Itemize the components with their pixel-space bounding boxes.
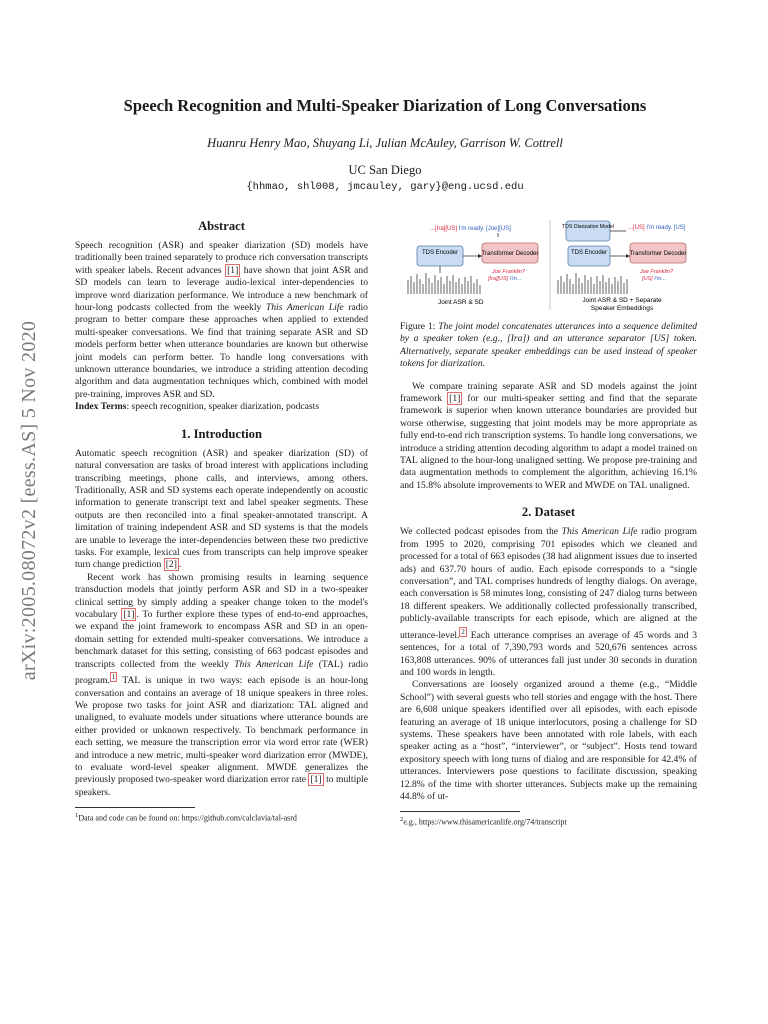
intro-p2-text-a: Recent work has shown promising results in learning sequence transduction models that jointly perform ASR and SD in a two-speaker clinical setting by simply adding a speaker change token to the model's vocabulary xyxy=(75,571,368,620)
intro-continued-paragraph xyxy=(400,381,697,493)
index-terms-label: Index Terms xyxy=(75,401,127,413)
right-column xyxy=(400,218,697,828)
index-terms xyxy=(75,401,368,413)
figure-caption-label: Figure 1: xyxy=(400,321,439,332)
dataset-paragraph-2: Conversations are loosely organized around a theme (e.g., “Middle School”) with several guests who tell stories and engage with the host. There are 6,608 unique speakers identified over all episodes, with each episode featuring an average of 18 unique interlocutors, posing a challenge for SD systems. These speakers have been annotated with role labels, with each speaker acting as a “host”, “interviewer”, or “subject”. Hosts tend toward expository speech with long turns of dialog and are responsible for 42.4% of utterances. Interviewers pose questions to facilitate discussion, speaking 12.8% of the time with shorter utterances. Subjects make up the remaining 44.8% of ut- xyxy=(400,679,697,802)
index-terms-text: : speech recognition, speaker diarization, podcasts xyxy=(126,401,320,413)
citation-link[interactable]: [1] xyxy=(449,393,461,405)
paper-authors: Huanru Henry Mao, Shuyang Li, Julian McAuley, Garrison W. Cottrell xyxy=(207,136,563,150)
tds-encoder-label-right: TDS Encoder xyxy=(570,250,608,256)
abstract-heading: Abstract xyxy=(198,219,245,233)
intro-p2-text-d: TAL is unique in two ways: each episode is an hour-long conversation and contains an average of 18 unique speakers in three roles. We propose two tasks for joint ASR and diarization: TAL aligned and unaligned, to evaluate models under situations where utterance bounds are either provided or unknown respectively. To benchmark performance in each setting, we measure the transcription error via word error rate (WER) and introduce a new metric, multi-speaker word diarization error (MWDE), to evaluate word-level speaker alignment. MWDE generalizes the previously proposed two-speaker word diarization error rate xyxy=(75,675,368,786)
dataset-p1-text-a: We collected podcast episodes from the xyxy=(400,526,562,538)
dataset-p1-text-c: Each utterance comprises an average of 45 words and 3 sentences, for a total of 7,390,793 words and 520,676 sentences across 163,808 utterances. 90% of utterances fall just under 30 seconds in duration and 100 words in length. xyxy=(400,629,697,678)
left-panel-caption: Joint ASR & SD xyxy=(438,299,484,306)
footnote-1-text: Data and code can be found on: https://github.com/calclavia/tal-asrd xyxy=(78,813,297,823)
right-panel-caption-1: Joint ASR & SD + Separate xyxy=(582,297,662,304)
arxiv-side-label xyxy=(10,310,50,690)
paper-emails: {hhmao, shl008, jmcauley, gary}@eng.ucsd.edu xyxy=(246,181,524,193)
left-output-text: ...[Ira][US] I'm ready. [Joe][US] xyxy=(430,226,511,232)
joint-model-diagram xyxy=(400,218,697,312)
footnote-mark: 2 xyxy=(400,816,404,824)
intro-p2-text-b: . To further explore these types of end-to-end approaches, we expand the joint framework to encompass ASR and SD in an open-domain setting for extended multi-speaker conversations. We introduce a benchmark dataset for this setting, consisting of 663 podcast episodes and transcripts collected from the weekly xyxy=(75,608,368,670)
intro-paragraph-1 xyxy=(75,448,368,572)
footnote-rule xyxy=(75,807,195,808)
intro-cont-text-b: for our multi-speaker setting and find that the separate framework is superior when known utterance boundaries are provided but worse otherwise, suggesting that joint models may be more appropriate as fully end-to-end rich transcription systems. To handle long conversations, we introduce a striding attention decoding algorithm to adapt a model trained on TAL aligned to the hour-long unaligned setting. We propose pre-training and data augmentation methods to complement the algorithm, achieving 16.1% and 15.8% absolute improvements to WER and MWDE on TAL unaligned. xyxy=(400,393,698,491)
right-waveform xyxy=(558,273,627,294)
show-name: This American Life xyxy=(234,658,314,670)
figure-1-caption xyxy=(400,321,697,371)
paper-title: Speech Recognition and Multi-Speaker Diarization of Long Conversations xyxy=(123,96,647,115)
left-input-text-2: [Ira][US] I'm... xyxy=(488,276,522,282)
intro-p1-text: Automatic speech recognition (ASR) and speaker diarization (SD) of natural conversation are tasks of broad interest with applications including transcribing meetings, phone calls, and interviews, among others. Traditionally, ASR and SD systems each operate independently on acoustic information to generate transcript text and label speaker segments. These outputs are then reconciled into a final speaker-annotated transcript. A limitation of training independent ASR and SD systems is that the models are unable to leverage the inter-dependencies between these two predictive tasks. For example, lexical cues from transcripts can help improve speaker turn change prediction xyxy=(75,447,368,571)
figure-caption-text: The joint model concatenates utterances into a sequence delimited by a speaker token (e.g., [Ira]) and an utterance separator [US] token. Alternatively, separate speaker embeddings can be used instead of speaker tokens for diarization. xyxy=(400,321,697,370)
show-name: This American Life xyxy=(265,302,344,314)
intro-paragraph-2 xyxy=(75,572,368,800)
citation-link[interactable]: [1] xyxy=(310,774,322,786)
figure-1-diagram xyxy=(400,218,697,312)
abstract-text-a: Speech recognition (ASR) and speaker diarization (SD) models have traditionally been trained separately to produce rich conversation transcripts with speaker labels. Recent advances xyxy=(75,240,368,276)
right-panel-caption-2: Speaker Embeddings xyxy=(590,305,654,312)
arxiv-identifier: arXiv:2005.08072v2 [eess.AS] 5 Nov 2020 xyxy=(18,320,41,680)
tds-encoder-box-right xyxy=(568,246,610,266)
right-input-text-1: Joe Franklin? xyxy=(640,269,674,275)
intro-p2-text-c: (TAL) radio program. xyxy=(75,658,369,687)
footnote-rule xyxy=(400,811,520,812)
transformer-decoder-label: Transformer Decoder xyxy=(481,251,539,257)
citation-link[interactable]: [1] xyxy=(227,264,239,276)
tds-encoder-label: TDS Encoder xyxy=(421,250,459,256)
intro-cont-text-a: We compare training separate ASR and SD models against the joint framework xyxy=(400,380,697,405)
footnote-link[interactable]: 2 xyxy=(461,627,465,636)
show-name: This American Life xyxy=(561,526,638,538)
introduction-heading: 1. Introduction xyxy=(181,426,262,441)
tds-diarization-label: TDS Diarization Model xyxy=(562,224,614,230)
dataset-heading: 2. Dataset xyxy=(521,505,576,520)
intro-p1-end: . xyxy=(178,559,182,571)
abstract-text-b: have shown that joint ASR and SD models can learn to leverage audio-lexical inter-dependencies to improve word diarization performance. We introduce a new benchmark of hour-long podcasts collected from the weekly xyxy=(75,264,369,314)
citation-link[interactable]: [1] xyxy=(123,608,135,620)
paper-affiliation: UC San Diego xyxy=(348,163,422,177)
footnote-link[interactable]: 1 xyxy=(111,673,116,681)
right-output-text: ...[US] I'm ready. [US] xyxy=(628,225,686,231)
left-column xyxy=(75,218,368,824)
left-input-text-1: Joe Franklin? xyxy=(492,269,526,275)
intro-p2-text-e: to multiple speakers. xyxy=(75,774,368,798)
citation-link[interactable]: [2] xyxy=(165,559,177,571)
right-input-text-2: [US] I'm... xyxy=(642,276,666,282)
footnote-2-text: e.g., https://www.thisamericanlife.org/74/transcript xyxy=(403,818,567,828)
footnote-1 xyxy=(75,811,368,824)
dataset-paragraph-1 xyxy=(400,526,697,679)
dataset-p1-text-b: radio program from 1995 to 2020, comprising 701 episodes which we cleaned and processed for a total of 663 episodes (38 had alignment issues due to inserted ads) and 637.70 hours of audio. Each episode corresponds to a “single conversation”, and TAL comprises hundreds of lengthy dialogs. On average, each conversation is 58 minutes long, consisting of 247 dialog turns between 18 different speakers. We additionally collected professionally transcribed, publicly-available transcripts for each episode, which are aligned at the utterance-level. xyxy=(400,526,697,641)
left-waveform xyxy=(408,273,480,294)
tds-encoder-box xyxy=(417,246,463,266)
footnote-mark: 1 xyxy=(75,812,79,820)
abstract-text-c: radio program to better compare these approaches when applied to extended multi-speaker conversations. We find that training separate ASR and SD models perform better when utterance boundaries are known but otherwise joint models can perform better. To handle long conversations with unknown utterance boundaries, we introduce a striding attention decoding algorithm and data augmentation techniques which, combined with model pre-training, improves ASR and SD. xyxy=(75,302,368,400)
abstract-text xyxy=(75,240,368,401)
footnote-2 xyxy=(400,815,697,828)
transformer-decoder-label-right: Transformer Decoder xyxy=(629,251,687,257)
